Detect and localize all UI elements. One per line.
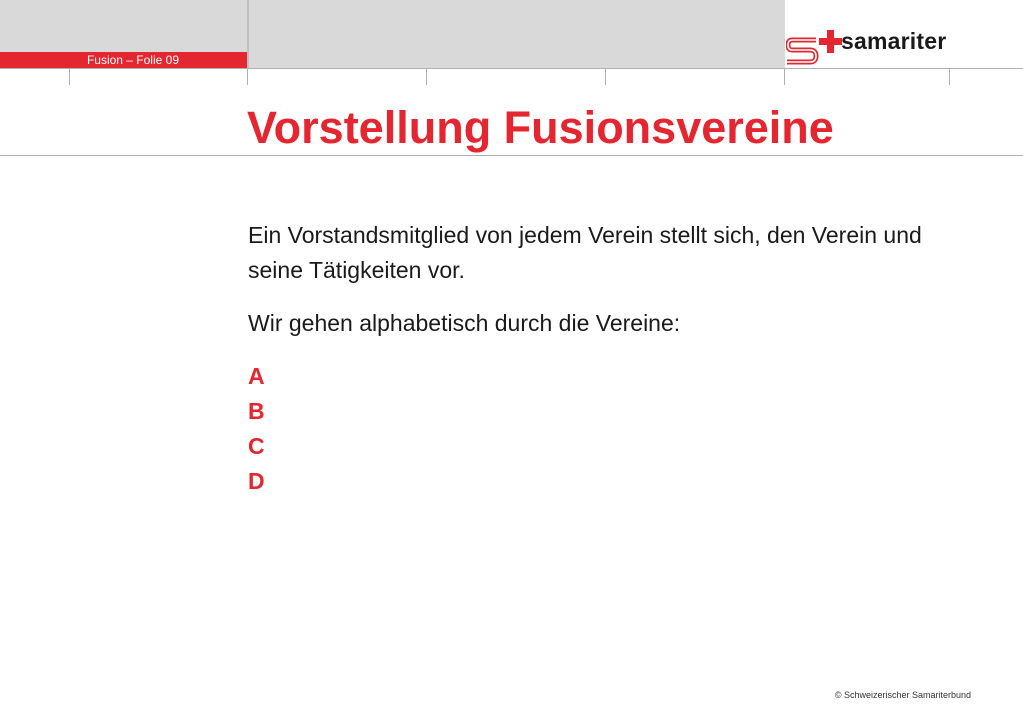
header-rule: [0, 68, 1023, 69]
grid-tick: [69, 69, 70, 85]
copyright-footer: © Schweizerischer Samariterbund: [834, 690, 971, 700]
slide-label-bar: [0, 52, 247, 69]
club-list-item: D: [248, 468, 265, 494]
club-list-item: C: [248, 433, 265, 459]
grid-tick: [605, 69, 606, 85]
s-plus-cross-icon: [786, 24, 846, 68]
title-rule: [0, 155, 1023, 156]
grid-tick: [784, 69, 785, 85]
body-paragraph-order: Wir gehen alphabetisch durch die Vereine:: [248, 310, 681, 336]
club-list: [248, 359, 978, 499]
slide-body: [248, 218, 978, 499]
slide-label: Fusion – Folie 09: [86, 53, 179, 67]
grid-tick: [247, 69, 248, 85]
logo-wordmark: samariter: [841, 28, 947, 54]
samariter-logo: [786, 24, 966, 68]
club-list-item: A: [248, 363, 265, 389]
header-divider: [247, 0, 249, 69]
slide-title: Vorstellung Fusionsvereine: [247, 102, 834, 153]
grid-tick: [949, 69, 950, 85]
grid-tick: [426, 69, 427, 85]
club-list-item: B: [248, 398, 265, 424]
body-paragraph-intro: Ein Vorstandsmitglied von jedem Verein stellt sich, den Verein und seine Tätigkeiten vor.: [248, 222, 922, 283]
